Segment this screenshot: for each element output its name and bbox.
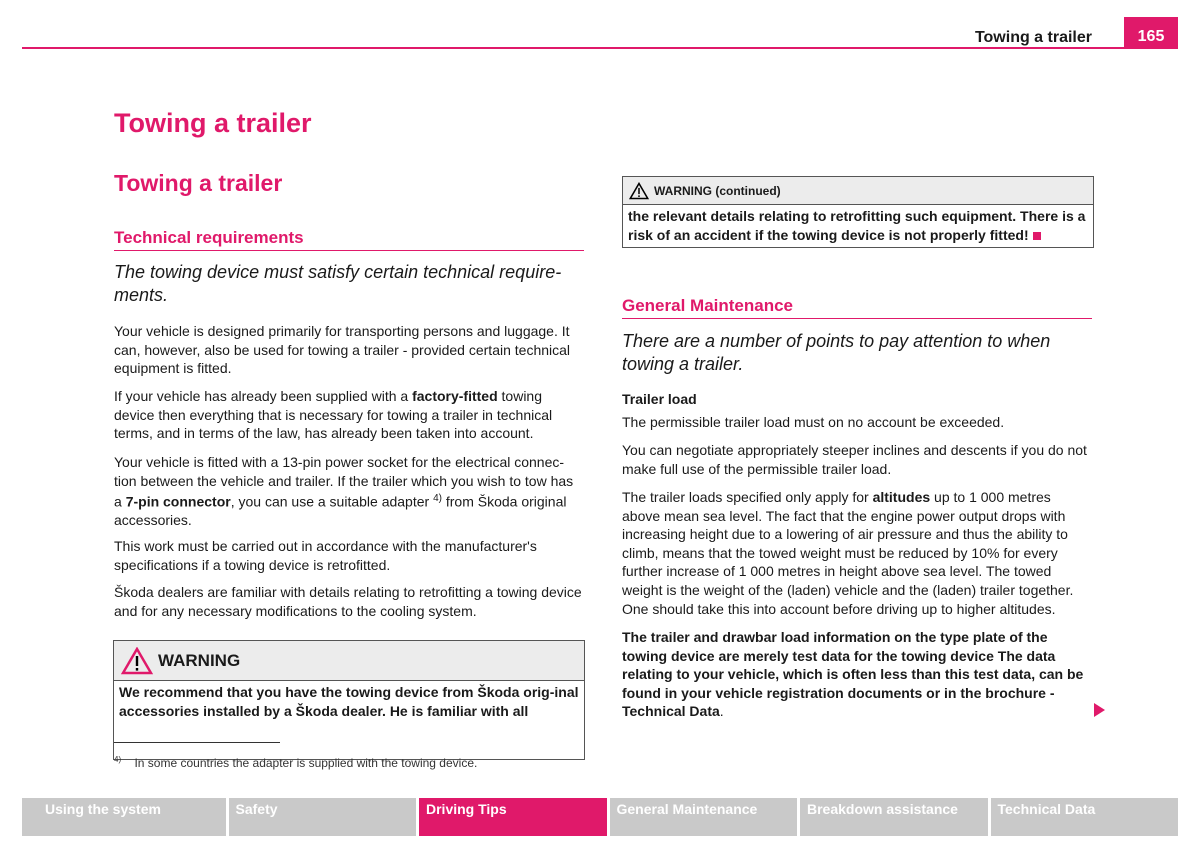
paragraph-1: Your vehicle is designed primarily for transporting persons and luggage. It can, however, also be used for towing a trailer - provided certain technical equipment is fitted. <box>114 323 571 377</box>
tab-general-maintenance[interactable]: General Maintenance <box>610 798 798 836</box>
footnote-ref[interactable]: 4) <box>433 493 442 505</box>
trailer-paragraph-1: The permissible trailer load must on no account be exceeded. <box>622 414 1005 430</box>
page-title: Towing a trailer <box>114 108 312 138</box>
warning-header <box>114 641 584 681</box>
section-title: Towing a trailer <box>114 170 283 196</box>
page-number: 165 <box>1124 17 1178 49</box>
warning-continued-title: WARNING (continued) <box>654 183 781 198</box>
warning-continued-box <box>622 176 1094 248</box>
lead-general-maintenance: There are a number of points to pay attention to when towing a trailer. <box>622 331 1051 374</box>
warning-triangle-icon <box>121 647 153 675</box>
paragraph-5: Škoda dealers are familiar with details relating to retrofitting a towing device and for any necessary modifications to the cooling system. <box>114 584 582 619</box>
tab-technical-data[interactable]: Technical Data <box>991 798 1179 836</box>
subheading-trailer-load: Trailer load <box>622 391 697 407</box>
tab-using-the-system[interactable]: Using the system <box>22 798 226 836</box>
heading-general-maintenance: General Maintenance <box>622 296 1092 319</box>
paragraph-3: Your vehicle is fitted with a 13-pin power socket for the electrical connec-tion between the vehicle and trailer. If the trailer which you wish to tow has a 7-pin connector, you can use a suitable adapter $^{4)}$ from Škoda original accessories. <box>114 454 574 529</box>
warning-continued-text: the relevant details relating to retrofitting such equipment. There is a risk of an accident if the towing device is not properly fitted! <box>628 208 1086 243</box>
footnote: $^{4)}$ In some countries the adapter is supplied with the towing device. <box>114 755 478 770</box>
next-page-arrow-icon[interactable] <box>1094 703 1105 717</box>
lead-technical-requirements: The towing device must satisfy certain technical require-ments. <box>114 262 562 305</box>
warning-triangle-icon <box>629 182 649 200</box>
trailer-paragraph-3: The trailer loads specified only apply for altitudes up to 1 000 metres above mean sea level. The fact that the engine power output drops with increasing height due to a lowering of air pressure and thus the ability to climb, means that the towed weight must be reduced by 10% for every further increase of 1 000 metres in height above sea level. The towed weight is the weight of the (laden) vehicle and the (laden) trailer together. One should take this into account before driving up to higher altitudes. <box>622 489 1074 617</box>
warning-continued-header <box>623 177 1093 205</box>
trailer-paragraph-4: The trailer and drawbar load information on the type plate of the towing device are merely test data for the towing device The data relating to your vehicle, which is often less than this test data, can be found in your vehicle registration documents or in the brochure - Technical Data. <box>622 629 1084 720</box>
header-rule <box>22 47 1178 49</box>
footnote-rule <box>114 742 280 743</box>
paragraph-4: This work must be carried out in accordance with the manufacturer's specifications if a towing device is retrofitted. <box>114 538 537 573</box>
tab-breakdown-assistance[interactable]: Breakdown assistance <box>800 798 988 836</box>
tab-driving-tips[interactable]: Driving Tips <box>419 798 607 836</box>
section-tabs <box>22 798 1178 836</box>
end-of-section-icon <box>1033 232 1041 240</box>
tab-safety[interactable]: Safety <box>229 798 417 836</box>
paragraph-2: If your vehicle has already been supplied with a factory-fitted towing device then everything that is necessary for towing a trailer in technical terms, and in terms of the law, has already been taken into account. <box>114 388 553 442</box>
trailer-paragraph-2: You can negotiate appropriately steeper inclines and descents if you do not make full use of the permissible trailer load. <box>622 442 1087 477</box>
heading-technical-requirements: Technical requirements <box>114 228 584 251</box>
warning-text: We recommend that you have the towing device from Škoda orig-inal accessories installed by a Škoda dealer. He is familiar with all <box>119 684 579 719</box>
warning-title: WARNING <box>158 650 241 670</box>
running-title: Towing a trailer <box>974 29 1092 46</box>
